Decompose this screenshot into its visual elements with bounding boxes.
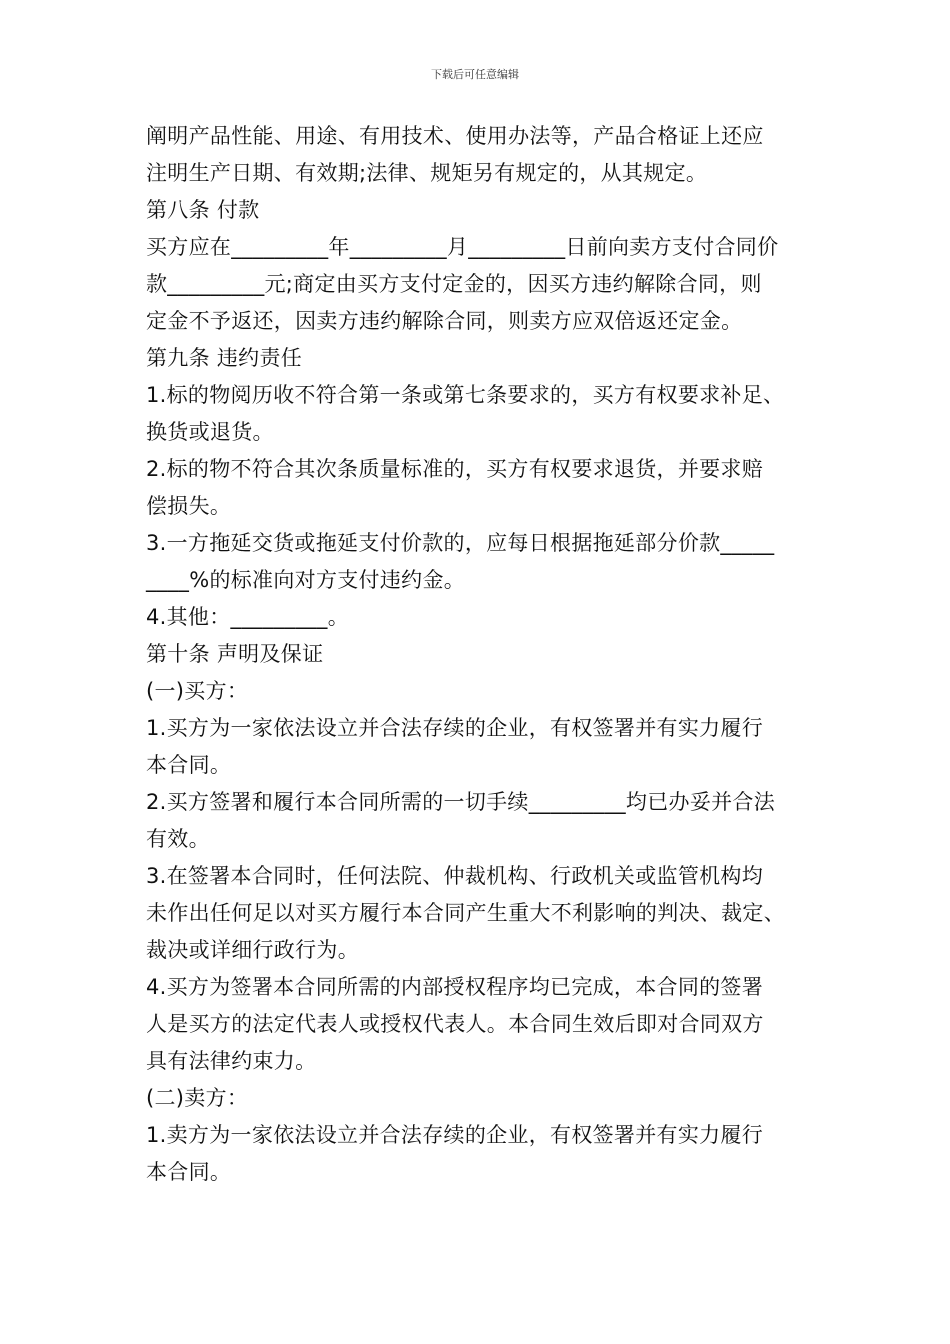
page-header: 下载后可任意编辑 xyxy=(431,68,519,81)
text-line: 本合同。 xyxy=(146,1160,232,1184)
text-line: 款_________元;商定由买方支付定金的，因买方违约解除合同，则 xyxy=(146,272,762,296)
text-line: 买方应在_________年_________月_________日前向卖方支付合同价 xyxy=(146,235,779,259)
text-line: 裁决或详细行政行为。 xyxy=(146,938,359,962)
text-line: 注明生产日期、有效期;法律、规矩另有规定的，从其规定。 xyxy=(146,161,708,185)
text-line: 阐明产品性能、用途、有用技术、使用办法等，产品合格证上还应 xyxy=(146,124,764,148)
text-line: 定金不予返还，因卖方违约解除合同，则卖方应双倍返还定金。 xyxy=(146,309,743,333)
text-line: 3.一方拖延交货或拖延支付价款的，应每日根据拖延部分价款_____ xyxy=(146,531,775,555)
section-heading: 第八条 付款 xyxy=(146,198,260,222)
text-line: 换货或退货。 xyxy=(146,420,274,444)
text-line: 1.卖方为一家依法设立并合法存续的企业，有权签署并有实力履行 xyxy=(146,1123,764,1147)
text-line: 2.标的物不符合其次条质量标准的，买方有权要求退货，并要求赔 xyxy=(146,457,764,481)
section-heading: 第九条 违约责任 xyxy=(146,346,303,370)
text-line: ____%的标准向对方支付违约金。 xyxy=(146,568,466,592)
document-body xyxy=(146,118,836,1191)
subsection-heading: (一)买方： xyxy=(146,679,249,703)
text-line: 4.买方为签署本合同所需的内部授权程序均已完成，本合同的签署 xyxy=(146,975,764,999)
text-line: 1.标的物阅历收不符合第一条或第七条要求的，买方有权要求补足、 xyxy=(146,383,785,407)
text-line: 偿损失。 xyxy=(146,494,232,518)
text-line: 人是买方的法定代表人或授权代表人。本合同生效后即对合同双方 xyxy=(146,1012,764,1036)
text-line: 有效。 xyxy=(146,827,210,851)
text-line: 具有法律约束力。 xyxy=(146,1049,317,1073)
text-line: 1.买方为一家依法设立并合法存续的企业，有权签署并有实力履行 xyxy=(146,716,764,740)
subsection-heading: (二)卖方： xyxy=(146,1086,249,1110)
text-line: 未作出任何足以对买方履行本合同产生重大不利影响的判决、裁定、 xyxy=(146,901,785,925)
text-line: 3.在签署本合同时，任何法院、仲裁机构、行政机关或监管机构均 xyxy=(146,864,764,888)
section-heading: 第十条 声明及保证 xyxy=(146,642,324,666)
text-line: 2.买方签署和履行本合同所需的一切手续_________均已办妥并合法 xyxy=(146,790,776,814)
text-line: 4.其他：_________。 xyxy=(146,605,350,629)
text-line: 本合同。 xyxy=(146,753,232,777)
